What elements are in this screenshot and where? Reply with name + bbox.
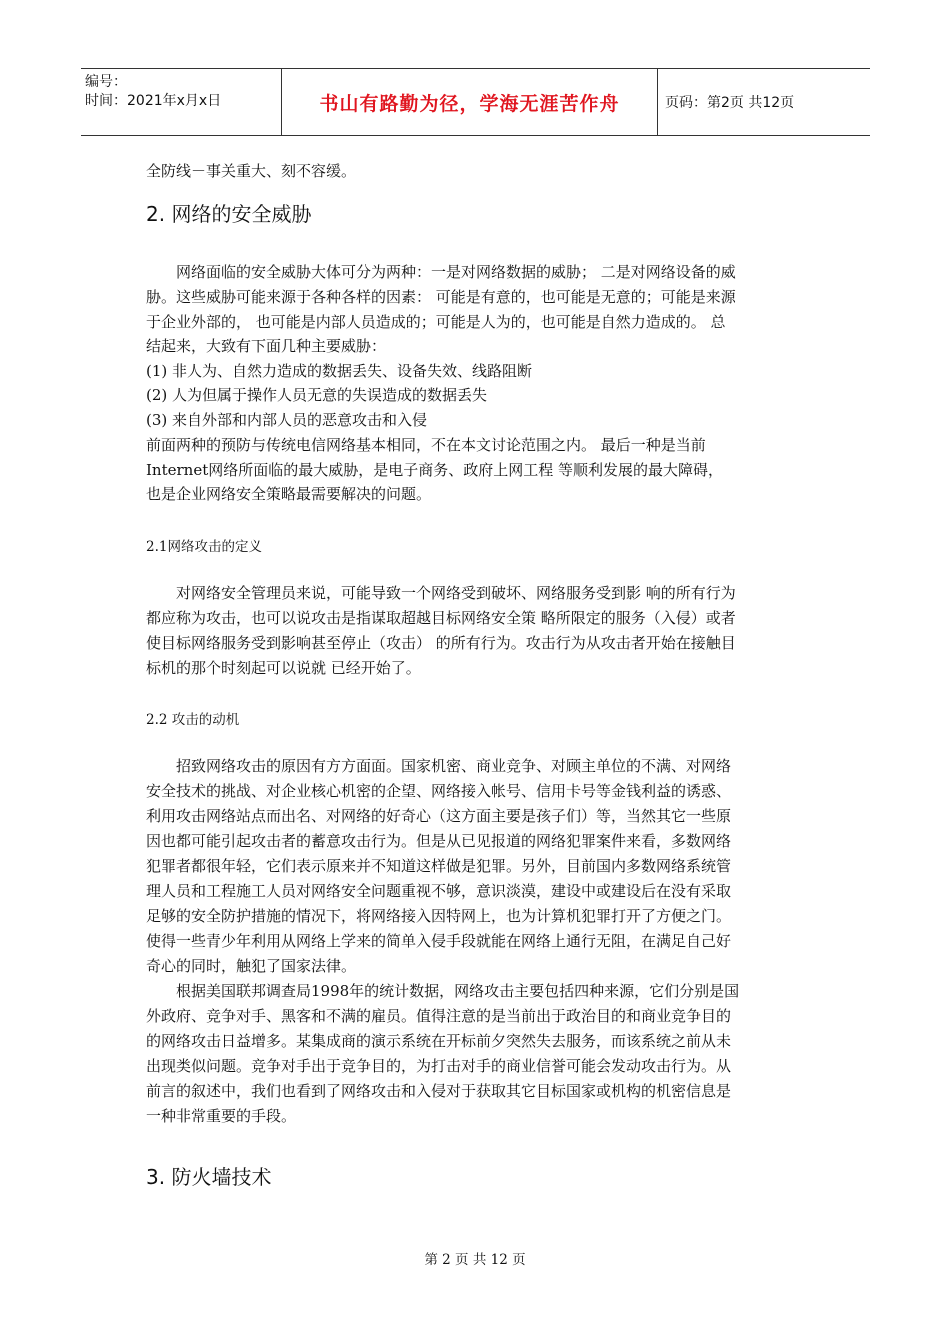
paragraph-line: 出现类似问题。竞争对手出于竞争目的，为打击对手的商业信誉可能会发动攻击行为。从 (146, 1057, 732, 1075)
paragraph-line: 胁。这些威胁可能来源于各种各样的因素： 可能是有意的，也可能是无意的；可能是来源 (146, 288, 736, 306)
paragraph-line: 一种非常重要的手段。 (146, 1107, 297, 1125)
paragraph-line: 使得一些青少年利用从网络上学来的简单入侵手段就能在网络上通行无阻，在满足自己好 (146, 932, 732, 950)
number-label: 编号： (85, 74, 127, 90)
paragraph-line: 招致网络攻击的原因有方方面面。国家机密、商业竞争、对顾主单位的不满、对网络 (176, 757, 732, 775)
paragraph-line: 奇心的同时，触犯了国家法律。 (146, 957, 357, 975)
paragraph-line: 利用攻击网络站点而出名、对网络的好奇心（这方面主要是孩子们）等，当然其它一些原 (146, 807, 732, 825)
paragraph-line: 也是企业网络安全策略最需要解决的问题。 (146, 485, 432, 503)
paragraph-line: 前言的叙述中，我们也看到了网络攻击和入侵对于获取其它目标国家或机构的机密信息是 (146, 1082, 732, 1100)
paragraph-line: 全防线－事关重大、刻不容缓。 (146, 162, 357, 180)
paragraph-line: 网络面临的安全威胁大体可分为两种：一是对网络数据的威胁； 二是对网络设备的威 (176, 263, 736, 281)
paragraph-line: 都应称为攻击，也可以说攻击是指谋取超越目标网络安全策 略所限定的服务（入侵）或者 (146, 609, 736, 627)
header-page-label: 页码：第2页 共12页 (665, 95, 795, 111)
subsection-heading-2-2: 2.2 攻击的动机 (146, 712, 240, 728)
header-meta (81, 69, 282, 135)
paragraph-line: 标机的那个时刻起可以说就 已经开始了。 (146, 659, 421, 677)
paragraph-line: 的网络攻击日益增多。某集成商的演示系统在开标前夕突然失去服务，而该系统之前从未 (146, 1032, 732, 1050)
paragraph-line: 前面两种的预防与传统电信网络基本相同，不在本文讨论范围之内。 最后一种是当前 (146, 436, 706, 454)
subsection-heading-2-1: 2.1网络攻击的定义 (146, 539, 262, 555)
header-motto: 书山有路勤为径，学海无涯苦作舟 (282, 69, 658, 135)
section-heading-3: 3. 防火墙技术 (146, 1165, 272, 1189)
paragraph-line: 对网络安全管理员来说，可能导致一个网络受到破坏、网络服务受到影 响的所有行为 (176, 584, 736, 602)
list-item: (1) 非人为、自然力造成的数据丢失、设备失效、线路阻断 (146, 362, 533, 380)
list-item: (3) 来自外部和内部人员的恶意攻击和入侵 (146, 411, 428, 429)
paragraph-line: 于企业外部的， 也可能是内部人员造成的；可能是人为的，也可能是自然力造成的。 总 (146, 313, 726, 331)
paragraph-line: 结起来，大致有下面几种主要威胁： (146, 337, 387, 355)
date-label: 时间：2021年x月x日 (85, 93, 222, 109)
paragraph-line: Internet网络所面临的最大威胁，是电子商务、政府上网工程 等顺利发展的最大障碍， (146, 461, 723, 479)
paragraph-line: 使目标网络服务受到影响甚至停止（攻击） 的所有行为。攻击行为从攻击者开始在接触目 (146, 634, 736, 652)
paragraph-line: 安全技术的挑战、对企业核心机密的企望、网络接入帐号、信用卡号等金钱利益的诱惑、 (146, 782, 732, 800)
paragraph-line: 因也都可能引起攻击者的蓄意攻击行为。但是从已见报道的网络犯罪案件来看，多数网络 (146, 832, 732, 850)
paragraph-line: 足够的安全防护措施的情况下，将网络接入因特网上，也为计算机犯罪打开了方便之门。 (146, 907, 732, 925)
paragraph-line: 理人员和工程施工人员对网络安全问题重视不够，意识淡漠，建设中或建设后在没有采取 (146, 882, 732, 900)
paragraph-line: 外政府、竞争对手、黑客和不满的雇员。值得注意的是当前出于政治目的和商业竞争目的 (146, 1007, 732, 1025)
paragraph-line: 根据美国联邦调查局1998年的统计数据，网络攻击主要包括四种来源，它们分别是国 (176, 982, 740, 1000)
section-heading-2: 2. 网络的安全威胁 (146, 202, 312, 226)
paragraph-line: 犯罪者都很年轻，它们表示原来并不知道这样做是犯罪。另外，目前国内多数网络系统管 (146, 857, 732, 875)
list-item: (2) 人为但属于操作人员无意的失误造成的数据丢失 (146, 386, 488, 404)
page-header (81, 68, 870, 136)
page-footer: 第 2 页 共 12 页 (424, 1252, 526, 1268)
